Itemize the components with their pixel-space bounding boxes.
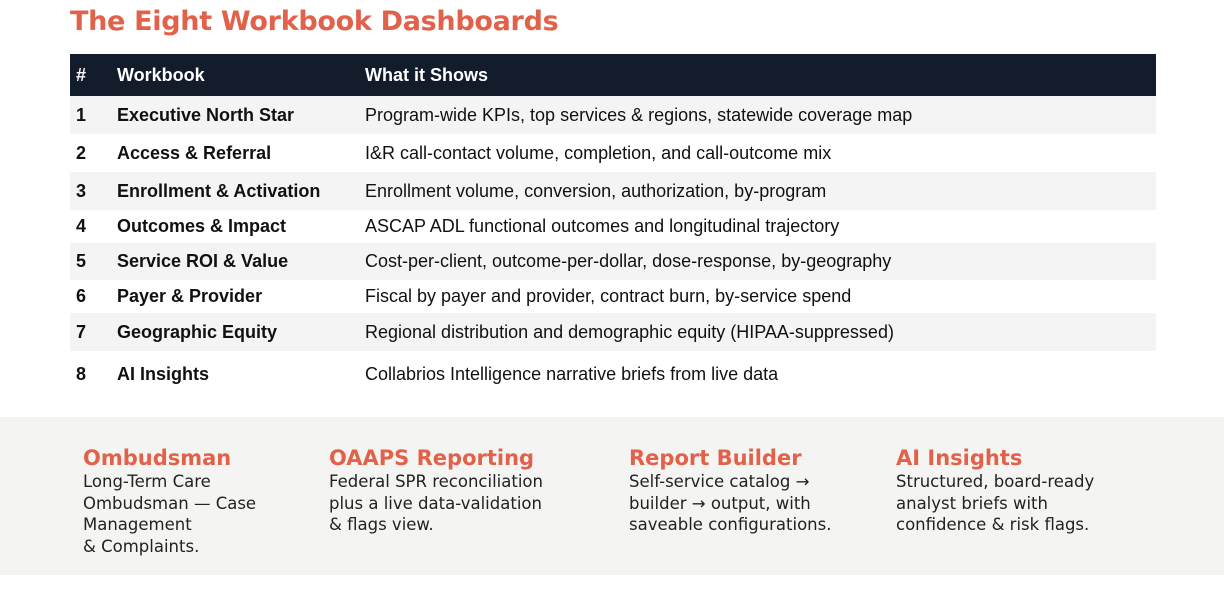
- header-workbook: Workbook: [117, 64, 205, 85]
- feature-text: Federal SPR reconciliation plus a live data-validation & flags view.: [329, 472, 543, 534]
- feature-text: Long-Term Care Ombudsman — Case Management & Complaints.: [83, 472, 257, 556]
- row-num: 8: [76, 363, 87, 384]
- feature-ai-insights: [896, 445, 1094, 536]
- row-shows: Enrollment volume, conversion, authorization, by-program: [365, 180, 827, 201]
- row-num: 4: [76, 216, 87, 236]
- row-workbook: AI Insights: [117, 363, 210, 384]
- feature-title: AI Insights: [896, 446, 1023, 470]
- table-row: [70, 313, 1156, 351]
- row-shows: I&R call-contact volume, completion, and call-outcome mix: [365, 142, 832, 163]
- row-workbook: Service ROI & Value: [117, 251, 289, 271]
- feature-text: Self-service catalog → builder → output, with saveable configurations.: [629, 472, 832, 534]
- row-shows: Collabrios Intelligence narrative briefs from live data: [365, 363, 779, 384]
- table-header: [70, 54, 1156, 96]
- row-shows: Program-wide KPIs, top services & regions, statewide coverage map: [365, 104, 913, 125]
- row-shows: Cost-per-client, outcome-per-dollar, dose-response, by-geography: [365, 251, 892, 271]
- feature-ombudsman: [83, 445, 256, 557]
- row-workbook: Geographic Equity: [117, 321, 278, 342]
- feature-text: Structured, board-ready analyst briefs with confidence & risk flags.: [896, 472, 1095, 534]
- row-workbook: Outcomes & Impact: [117, 216, 287, 236]
- table-row: [70, 243, 1156, 280]
- row-num: 7: [76, 321, 87, 342]
- feature-title: OAAPS Reporting: [329, 446, 535, 470]
- feature-oaaps-reporting: [329, 445, 543, 536]
- row-num: 5: [76, 251, 87, 271]
- table-row: [70, 280, 1156, 313]
- row-shows: ASCAP ADL functional outcomes and longitudinal trajectory: [365, 216, 840, 236]
- table-row: [70, 172, 1156, 210]
- row-workbook: Enrollment & Activation: [117, 180, 321, 201]
- workbook-table: [70, 54, 1156, 397]
- table-row: [70, 134, 1156, 172]
- row-workbook: Access & Referral: [117, 142, 272, 163]
- row-num: 1: [76, 104, 87, 125]
- header-num: #: [76, 64, 87, 85]
- table-row: [70, 210, 1156, 243]
- feature-report-builder: [629, 445, 831, 536]
- feature-title: Ombudsman: [83, 446, 232, 470]
- row-shows: Regional distribution and demographic equity (HIPAA-suppressed): [365, 321, 894, 342]
- row-workbook: Executive North Star: [117, 104, 295, 125]
- row-num: 3: [76, 180, 87, 201]
- row-num: 2: [76, 142, 87, 163]
- table-row: [70, 351, 1156, 397]
- page-title: The Eight Workbook Dashboards: [70, 6, 559, 37]
- feature-title: Report Builder: [629, 446, 802, 470]
- row-shows: Fiscal by payer and provider, contract burn, by-service spend: [365, 286, 852, 306]
- header-shows: What it Shows: [365, 64, 488, 85]
- row-workbook: Payer & Provider: [117, 286, 263, 306]
- row-num: 6: [76, 286, 87, 306]
- table-row: [70, 96, 1156, 134]
